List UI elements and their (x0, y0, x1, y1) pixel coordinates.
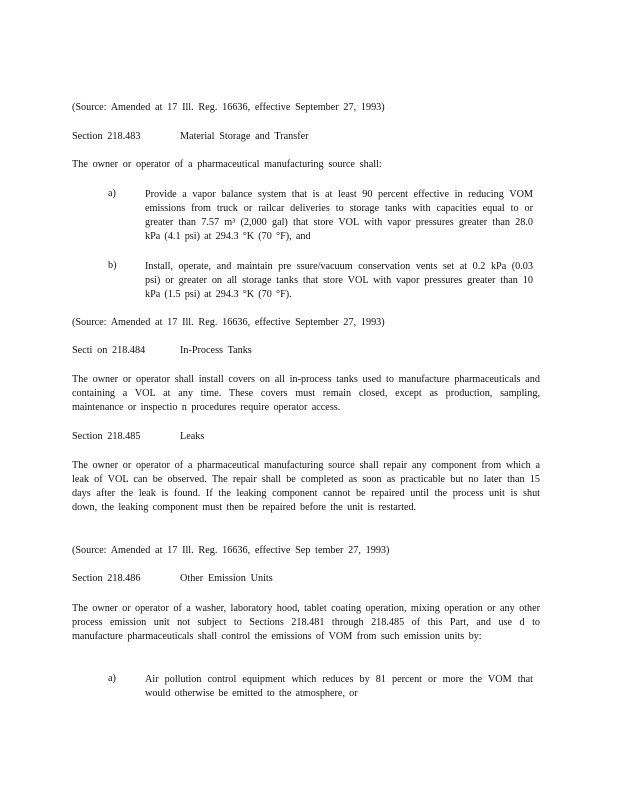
section-heading-218-485 (72, 431, 204, 443)
section-title: Material Storage and Transfer (180, 131, 309, 142)
section-paragraph: The owner or operator of a washer, laboratory hood, tablet coating operation, mixing operation or any other process emission unit not subject to Sections 218.481 through 218.485 of this Part, and use d to manufacture pharmaceuticals shall control the emissions of VOM from such emission units by: (72, 603, 540, 642)
list-item-label: b) (108, 260, 117, 271)
section-number: Secti on 218.484 (72, 345, 146, 356)
list-item-text: Install, operate, and maintain pre ssure/vacuum conservation vents set at 0.2 kPa (0.03 psi) or greater on all storage tanks that store VOL with vapor pressures greater than 10 kPa (1.5 psi) at 294.3 °K (70 °F). (145, 261, 533, 300)
list-item-a (108, 188, 540, 248)
section-number: Section 218.483 (72, 131, 141, 142)
section-paragraph: The owner or operator shall install covers on all in-process tanks used to manufacture pharmaceuticals and containing a VOL at any time. These covers must remain closed, except as production, sampling, maintenance or inspectio n procedures require operator access. (72, 374, 540, 413)
list-item-label: a) (108, 188, 116, 199)
section-number: Section 218.486 (72, 573, 141, 584)
section-heading-218-486 (72, 573, 273, 585)
list-item-label: a) (108, 673, 116, 684)
source-note: (Source: Amended at 17 Ill. Reg. 16636, effective September 27, 1993) (72, 102, 385, 113)
list-item-b (108, 260, 540, 306)
source-note: (Source: Amended at 17 Ill. Reg. 16636, effective Sep tember 27, 1993) (72, 545, 390, 556)
section-intro: The owner or operator of a pharmaceutical manufacturing source shall: (72, 159, 382, 170)
section-number: Section 218.485 (72, 431, 141, 442)
section-title: Other Emission Units (180, 573, 273, 584)
source-note: (Source: Amended at 17 Ill. Reg. 16636, effective September 27, 1993) (72, 317, 385, 328)
section-paragraph: The owner or operator of a pharmaceutical manufacturing source shall repair any component from which a leak of VOL can be observed. The repair shall be completed as soon as practicable but no later than 15 days after the leak is found. If the leaking component cannot be repaired until the process unit is shut down, the leaking component must then be repaired before the unit is restarted. (72, 460, 540, 513)
list-item-text: Provide a vapor balance system that is at least 90 percent effective in reducing VOM emissions from truck or railcar deliveries to storage tanks with capacities equal to or greater than 7.57 m³ (2,000 gal) that store VOL with vapor pressures greater than 28.0 kPa (4.1 psi) at 294.3 °K (70 °F), and (145, 189, 533, 242)
list-item-a (108, 673, 540, 705)
section-title: In-Process Tanks (180, 345, 252, 356)
section-title: Leaks (180, 431, 205, 442)
list-item-text: Air pollution control equipment which reduces by 81 percent or more the VOM that would otherwise be emitted to the atmosphere, or (145, 674, 533, 699)
section-heading-218-484 (72, 345, 252, 357)
section-heading-218-483 (72, 131, 309, 143)
